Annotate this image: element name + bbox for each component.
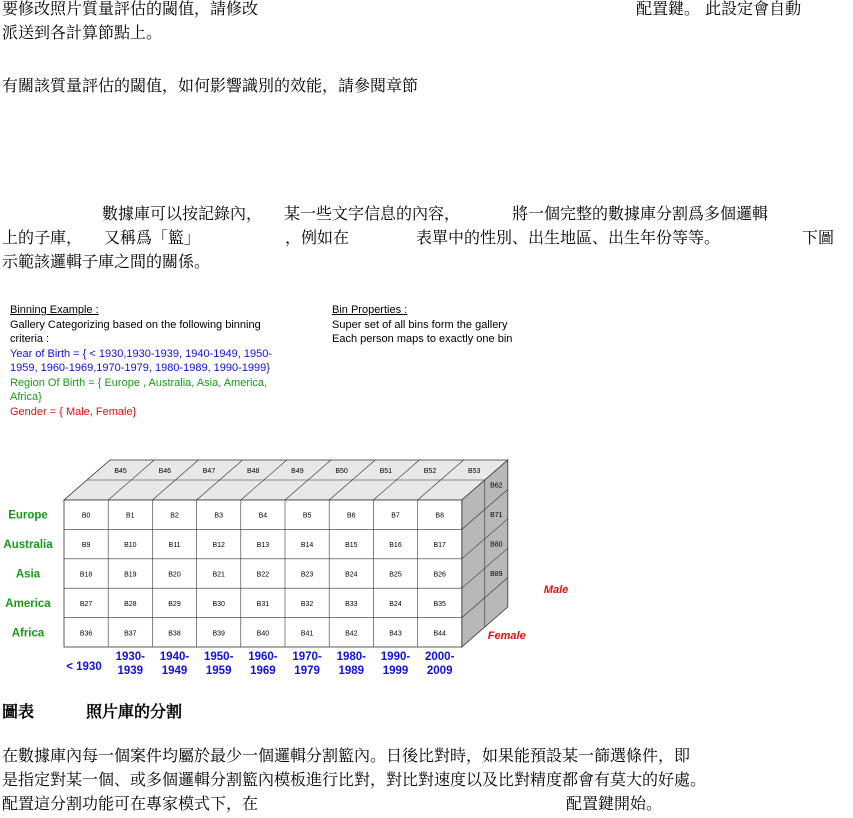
- front-bin-label: B39: [212, 630, 225, 638]
- front-bin-label: B42: [345, 630, 358, 638]
- front-bin-label: B19: [124, 571, 137, 579]
- year-label: 1949: [161, 665, 188, 677]
- region-label: Africa: [11, 627, 45, 640]
- front-bin-label: B14: [300, 542, 314, 550]
- year-label: 1950-: [203, 651, 234, 663]
- front-bin-label: B17: [433, 542, 446, 550]
- front-bin-label: B31: [256, 600, 270, 608]
- usage-line3-right: 配置鍵開始。: [566, 794, 663, 813]
- intro-line1-c: 將一個完整的數據庫分割爲多個邏輯: [512, 204, 769, 223]
- bin-properties-line-2: Each person maps to exactly one bin: [332, 333, 513, 345]
- front-bin-label: B32: [300, 600, 314, 608]
- figure-caption-label: 圖表: [2, 702, 35, 721]
- front-bin-label: B2: [170, 512, 179, 520]
- front-bin-label: B37: [124, 630, 137, 638]
- year-criteria-line-1: Year of Birth = { < 1930,1930-1939, 1940-1949, 1950-: [10, 347, 272, 360]
- region-criteria-line-1: Region Of Birth = { Europe , Australia, Asia, America,: [10, 376, 268, 389]
- intro-line2-e: 下圖: [802, 228, 835, 247]
- front-bin-label: B43: [389, 630, 402, 638]
- front-bin-label: B25: [389, 571, 402, 579]
- binning-example-title: Binning Example :: [10, 304, 99, 316]
- gender-criteria-line: Gender = { Male, Female}: [10, 405, 137, 418]
- binning-line-1: Gallery Categorizing based on the following binning: [10, 318, 261, 331]
- paragraph-threshold-line2: 派送到各計算節點上。: [2, 23, 163, 42]
- front-bin-label: B4: [258, 512, 268, 520]
- front-bin-label: B1: [126, 512, 135, 520]
- intro-line2-b: 又稱爲「籃」: [104, 228, 201, 247]
- usage-line2: 是指定對某一個、或多個邏輯分割籃內模板進行比對，對比對速度以及比對精度都會有莫大的好處。: [2, 770, 707, 789]
- usage-line3-left: 配置這分割功能可在專家模式下，在: [2, 794, 259, 813]
- back-bin-label: B53: [467, 468, 481, 475]
- front-bin-label: B26: [433, 571, 446, 579]
- intro-line1-a: 數據庫可以按記錄內，: [102, 204, 263, 223]
- intro-line2-c: ，例如在: [285, 228, 350, 247]
- year-label: 1970-: [292, 651, 322, 663]
- region-label: America: [5, 597, 51, 610]
- back-bin-label: B49: [291, 468, 304, 475]
- figure-caption-title: 照片庫的分割: [86, 702, 183, 721]
- front-bin-label: B27: [79, 600, 93, 608]
- front-bin-label: B22: [256, 571, 270, 579]
- year-label: 1960-: [248, 651, 278, 663]
- year-label: 1979: [294, 665, 320, 677]
- front-bin-label: B10: [124, 542, 137, 550]
- front-bin-label: B18: [79, 571, 93, 579]
- back-bin-label: B71: [490, 512, 503, 520]
- back-bin-label: B80: [490, 541, 503, 549]
- front-bin-label: B24: [345, 571, 358, 579]
- front-bin-label: B40: [256, 630, 270, 638]
- front-bin-label: B23: [300, 571, 314, 579]
- front-bin-label: B8: [435, 512, 444, 520]
- intro-line1-b: 某一些文字信息的內容，: [284, 204, 461, 223]
- year-label: 1930-: [115, 651, 146, 663]
- year-label: 2009: [426, 665, 453, 677]
- paragraph-binning-usage: [2, 744, 853, 816]
- intro-line3: 示範該邏輯子庫之間的關係。: [2, 252, 211, 271]
- front-bin-label: B38: [168, 630, 181, 638]
- year-label: 1980-: [336, 651, 367, 663]
- front-bin-label: B13: [256, 542, 270, 550]
- front-bin-label: B5: [302, 512, 312, 520]
- front-bin-label: B3: [214, 512, 223, 520]
- region-label: Europe: [8, 509, 48, 522]
- back-bin-label: B46: [158, 468, 172, 475]
- back-bin-label: B62: [490, 482, 503, 490]
- figure-caption: [2, 700, 183, 724]
- binning-line-2: criteria :: [10, 333, 50, 345]
- back-bin-label: B50: [335, 468, 348, 475]
- front-bin-label: B12: [212, 542, 225, 550]
- back-bin-label: B45: [114, 468, 127, 475]
- front-bin-label: B28: [124, 600, 137, 608]
- front-bin-label: B6: [347, 512, 356, 520]
- back-bin-label: B51: [379, 468, 393, 475]
- year-label: 1940-: [159, 651, 190, 663]
- front-bin-label: B33: [345, 600, 358, 608]
- region-label: Asia: [15, 568, 41, 581]
- year-criteria-line-2: 1959, 1960-1969,1970-1979, 1980-1989, 1990-1999}: [10, 362, 270, 374]
- back-bin-label: B52: [423, 468, 437, 475]
- front-bin-label: B41: [300, 630, 314, 638]
- year-label: 1969: [250, 665, 276, 677]
- back-bin-label: B89: [490, 570, 503, 578]
- year-label: 1959: [205, 665, 232, 677]
- year-label: 2000-: [424, 651, 455, 663]
- back-bin-label: B47: [202, 468, 216, 475]
- front-bin-label: B20: [168, 571, 181, 579]
- usage-line1: 在數據庫內每一個案件均屬於最少一個邏輯分割籃內。日後比對時，如果能預設某一篩選條件，即: [2, 746, 691, 765]
- back-bin-label: B48: [246, 468, 260, 475]
- front-bin-label: B15: [345, 542, 358, 550]
- front-bin-label: B9: [81, 542, 91, 550]
- paragraph-threshold-line1-left: 要修改照片質量評估的閾值，請修改: [2, 0, 259, 18]
- year-label: < 1930: [66, 661, 102, 673]
- front-bin-label: B29: [168, 600, 181, 608]
- male-label: Male: [543, 584, 569, 596]
- front-bin-label: B36: [79, 630, 93, 638]
- intro-line2-a: 上的子庫，: [2, 228, 83, 247]
- front-bin-label: B21: [212, 571, 225, 579]
- front-bin-label: B16: [389, 542, 402, 550]
- front-bin-label: B11: [168, 542, 181, 550]
- front-bin-label: B24: [389, 600, 402, 608]
- paragraph-quality-reference: 有關該質量評估的閾值，如何影響識別的效能，請參閱章節: [2, 76, 419, 95]
- year-label: 1990-: [380, 651, 411, 663]
- year-label: 1999: [382, 665, 409, 677]
- front-bin-label: B7: [391, 512, 400, 520]
- front-bin-label: B30: [212, 600, 225, 608]
- intro-line2-d: 表單中的性別、出生地區、出生年份等等。: [416, 228, 721, 247]
- bin-properties-line-1: Super set of all bins form the gallery: [332, 318, 508, 331]
- year-label: 1989: [338, 665, 365, 677]
- region-label: Australia: [3, 539, 53, 552]
- front-bin-label: B0: [81, 512, 91, 520]
- year-label: 1939: [117, 665, 144, 677]
- region-criteria-line-2: Africa}: [10, 391, 42, 403]
- bin-properties-title: Bin Properties :: [332, 304, 408, 316]
- female-label: Female: [487, 630, 526, 642]
- paragraph-threshold-line1-right: 配置鍵。 此設定會自動: [636, 0, 802, 18]
- front-bin-label: B35: [433, 600, 446, 608]
- front-bin-label: B44: [433, 630, 446, 638]
